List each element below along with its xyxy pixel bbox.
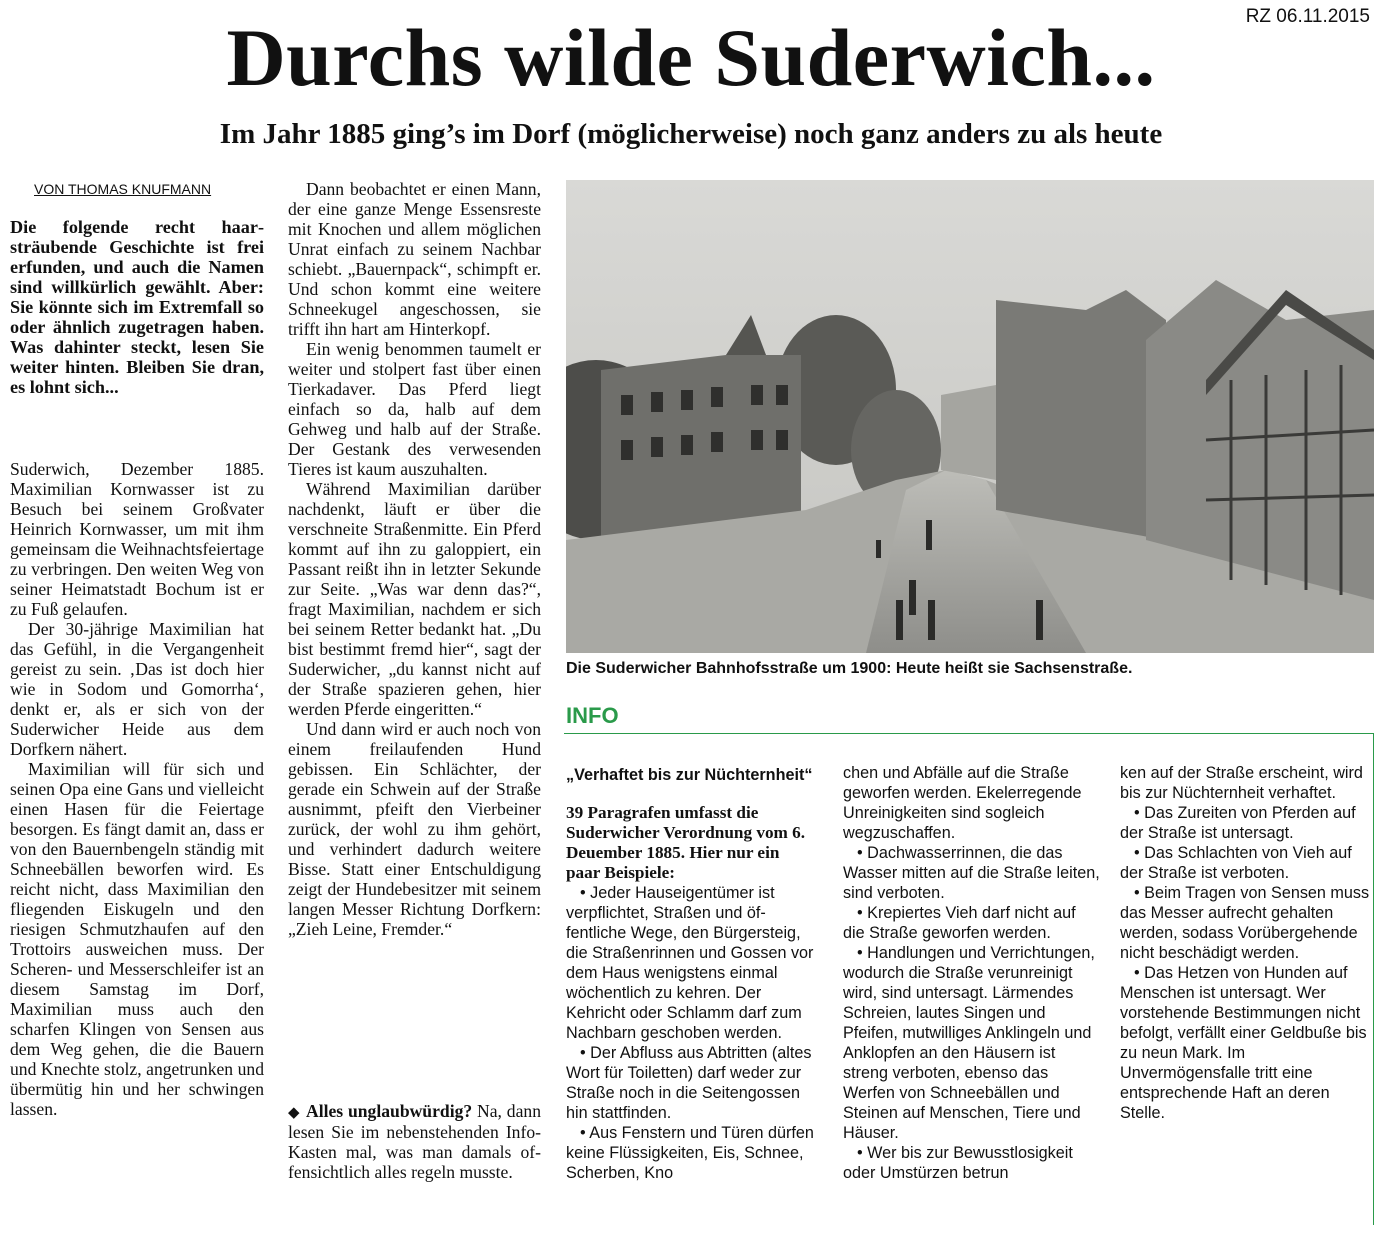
- article-column-2: [288, 179, 541, 939]
- diamond-icon: ◆: [288, 1103, 300, 1121]
- info-rule: chen und Abfälle auf die Straße geworfen werden. Ekelerregende Unreinigkeiten sind sogleich wegzuschaffen.: [843, 764, 1082, 842]
- teaser-bold: Alles unglaubwürdig?: [306, 1101, 473, 1121]
- article-paragraph: Während Maximilian darüber nachdenkt, läuft er über die verschneite Straßenmitte. Ein Pferd kommt auf ihn zu galoppiert, ein Passant reißt ihn in letzter Sekunde zur Seite. „Was war denn das?“, fragt Maximilian, nachdem er sich bei seinem Retter bedankt hat. „Du bist bestimmt fremd hier“, sagt der Suderwicher, „du kannst nicht auf der Straße spazieren gehen, hier werden Pferde eingeritten.“: [288, 479, 541, 719]
- info-rule: • Jeder Hauseigentümer ist verpflichtet, Straßen und öffentliche Wege, den Bürgersteig, die Straßenrinnen und Gossen vor dem Haus wenigstens einmal wöchentlich zu kehren. Der Kehricht oder Schlamm darf zum Nachbarn geschoben werden.: [566, 884, 814, 1042]
- info-rule: • Das Hetzen von Hunden auf Menschen ist untersagt. Wer vorstehende Bestimmungen nicht befolgt, verfällt einer Geldbuße bis zu neun Mark. Im Unvermögensfalle tritt eine entsprechende Haft an deren Stelle.: [1120, 964, 1367, 1122]
- article-paragraph: Und dann wird er auch noch von einem freilaufenden Hund gebissen. Ein Schlächter, der gerade ein Schwein auf der Straße ausnimmt, pfeift den Vierbeiner zurück, der wohl zu ihm gehört, und verhindert dadurch weitere Bisse. Statt einer Entschuldigung zeigt der Hundebesitzer mit seinem langen Messer Richtung Dorfkern: „Zieh Leine, Fremder.“: [288, 719, 541, 939]
- dateline: RZ 06.11.2015: [1245, 6, 1370, 27]
- info-rule: ken auf der Straße erscheint, wird bis zur Nüchternheit verhaftet.: [1120, 764, 1363, 802]
- intro-paragraph: Die folgende recht haarsträubende Geschichte ist frei erfunden, und auch die Namen sind willkürlich gewählt. Aber: Sie könnte sich im Extremfall so oder ähnlich zugetragen haben. Was dahinter steckt, lesen Sie weiter hinten. Bleiben Sie dran, es lohnt sich...: [10, 217, 264, 397]
- info-rule: • Das Schlachten von Vieh auf der Straße ist verboten.: [1120, 844, 1352, 882]
- article-paragraph: Maximilian will für sich und seinen Opa eine Gans und vielleicht einen Hasen für die Feiertage besorgen. Es fängt damit an, dass er von den Bauernbengeln ständig mit Schneebällen beworfen wird. Es reicht nicht, dass Maximilian den fliegenden Eiskugeln und den riesigen Schmutzhaufen auf den Trottoirs ausweichen muss. Der Scheren- und Messerschleifer ist an diesem Samstag im Dorf, Maximilian muss auch den scharfen Klingen von Sensen aus dem Weg gehen, die die Bauern und Knechte stolz, angetrunken und übermütig hin und her schwingen lassen.: [10, 759, 264, 1119]
- teaser: [288, 1101, 541, 1182]
- subheadline: Im Jahr 1885 ging’s im Dorf (möglicherweise) noch ganz anders zu als heute: [219, 118, 1163, 150]
- article-paragraph: Suderwich, Dezember 1885. Maximilian Kornwasser ist zu Besuch bei seinem Großvater Heinrich Kornwasser, um mit ihm gemeinsam die Weihnachtsfeiertage zu verbringen. Den weiten Weg von seiner Heimatstadt Bochum ist er zu Fuß gelaufen.: [10, 459, 264, 619]
- info-rule: • Das Zureiten von Pferden auf der Straße ist untersagt.: [1120, 804, 1356, 842]
- photo-caption: Die Suderwicher Bahnhofsstraße um 1900: Heute heißt sie Sachsenstraße.: [566, 660, 1133, 677]
- teaser-text: Na, dann lesen Sie im nebenstehenden Info-Kasten mal, was man damals offensichtlich alles regeln musste.: [288, 1101, 541, 1182]
- building-right: [996, 290, 1166, 540]
- info-column-1: [566, 765, 816, 1183]
- info-column-2: [843, 763, 1101, 1183]
- byline: VON THOMAS KNUFMANN: [34, 181, 212, 197]
- info-rule: • Handlungen und Verrichtungen, wodurch die Straße verunreinigt wird, sind untersagt. Lärmendes Schreien, lautes Singen und Pfeifen, mutwilliges Anklingeln und Anklopfen an den Häusern ist streng verboten, ebenso das Werfen von Schneebällen und Steinen auf Menschen, Tiere und Häuser.: [843, 944, 1095, 1142]
- info-rule: • Beim Tragen von Sensen muss das Messer aufrecht gehalten werden, sodass Vorübergehende nicht beschädigt werden.: [1120, 884, 1370, 962]
- info-rule: • Dachwasserrinnen, die das Wasser mitten auf die Straße leiten, sind verboten.: [843, 844, 1100, 902]
- info-rule: • Wer bis zur Bewusstlosigkeit oder Umstürzen betrun: [843, 1144, 1073, 1182]
- info-header: INFO: [566, 703, 619, 728]
- info-rule: • Der Abfluss aus Abtritten (altes Wort für Toiletten) darf weder zur Straße noch in die Seitengossen hin stattfinden.: [566, 1044, 812, 1122]
- article-paragraph: Dann beobachtet er einen Mann, der eine ganze Menge Essensreste mit Knochen und allem möglichen Unrat einfach zu seinem Nachbar schiebt. „Bauernpack“, schimpft er. Und schon kommt eine weitere Schneekugel angeschossen, sie trifft ihn hart am Hinterkopf.: [288, 179, 541, 339]
- article-paragraph: Der 30-jährige Maximilian hat das Gefühl, in die Vergangenheit gereist zu sein. ‚Das ist doch hier wie in Sodom und Gomorrha‘, denkt er, als er sich von der Suderwicher Heide aus dem Dorfkern nähert.: [10, 619, 264, 759]
- info-column-3: [1120, 763, 1370, 1123]
- info-title: „Verhaftet bis zur Nüchternheit“: [566, 766, 813, 784]
- headline: Durchs wilde Suderwich...: [226, 12, 1156, 103]
- info-rule: • Aus Fenstern und Türen dürfen keine Flüssigkeiten, Eis, Schnee, Scherben, Kno: [566, 1124, 814, 1182]
- info-rule: • Krepiertes Vieh darf nicht auf die Straße geworfen werden.: [843, 904, 1076, 942]
- article-column-1: [10, 459, 264, 1119]
- historic-street-photo: [566, 180, 1374, 653]
- article-paragraph: Ein wenig benommen taumelt er weiter und stolpert fast über einen Tierkadaver. Das Pferd liegt einfach so da, halb auf dem Gehweg und halb auf der Straße. Der Gestank des verwesenden Tieres ist kaum auszuhalten.: [288, 339, 541, 479]
- info-lead: 39 Paragrafen umfasst die Suderwicher Verordnung vom 6. Deuember 1885. Hier nur ein paar Beispiele:: [566, 803, 806, 882]
